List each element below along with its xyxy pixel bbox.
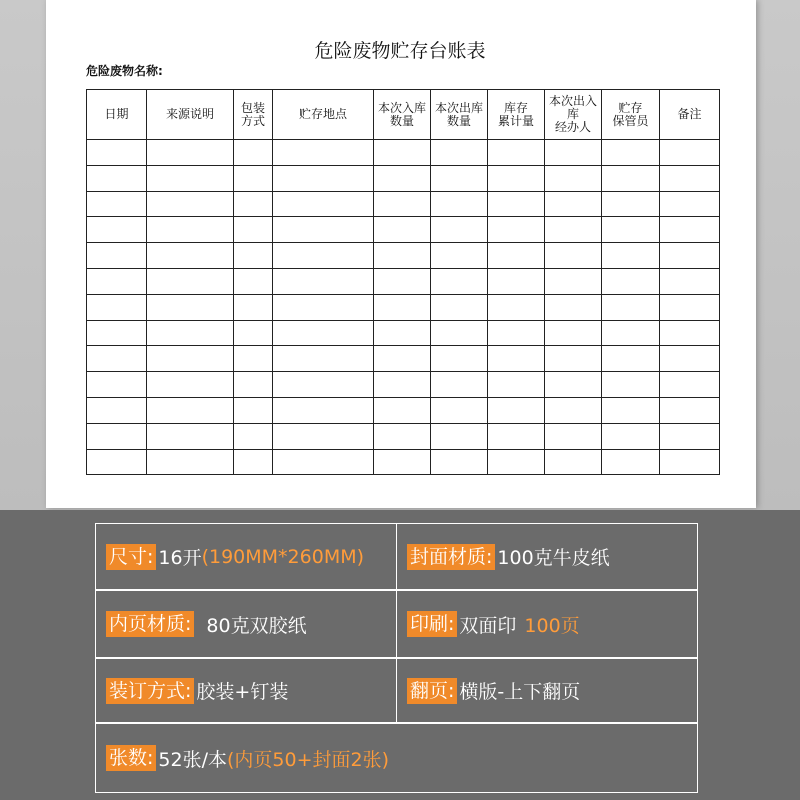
table-row	[87, 165, 720, 191]
table-cell	[602, 165, 660, 191]
table-cell	[374, 140, 431, 166]
table-cell	[545, 320, 602, 346]
table-cell	[87, 268, 147, 294]
table-cell	[87, 423, 147, 449]
table-cell	[602, 243, 660, 269]
table-cell	[602, 372, 660, 398]
spec-panel	[0, 510, 800, 800]
table-cell	[273, 268, 374, 294]
table-cell	[545, 140, 602, 166]
table-cell	[87, 217, 147, 243]
table-cell	[147, 243, 234, 269]
table-cell	[87, 191, 147, 217]
sheet-title: 危险废物贮存台账表	[314, 40, 486, 62]
table-row	[87, 372, 720, 398]
table-cell	[431, 243, 488, 269]
table-cell	[147, 372, 234, 398]
table-cell	[431, 320, 488, 346]
column-header-line: 库	[566, 107, 579, 121]
table-cell	[545, 294, 602, 320]
table-cell	[234, 449, 273, 475]
table-cell	[545, 165, 602, 191]
table-cell	[273, 449, 374, 475]
table-cell	[234, 243, 273, 269]
table-cell	[273, 423, 374, 449]
spec-size-label: 尺寸:	[106, 544, 156, 570]
spec-inner	[95, 590, 397, 658]
table-row	[87, 268, 720, 294]
table-cell	[602, 423, 660, 449]
table-body	[87, 140, 720, 475]
table-cell	[234, 346, 273, 372]
table-cell	[87, 397, 147, 423]
column-header-line: 本次出库	[434, 100, 483, 115]
spec-binding-value: 胶装+钉装	[196, 681, 289, 703]
table-cell	[87, 449, 147, 475]
waste-name-label: 危险废物名称:	[86, 64, 163, 78]
table-cell	[87, 320, 147, 346]
table-cell	[374, 165, 431, 191]
table-cell	[660, 140, 720, 166]
table-cell	[660, 217, 720, 243]
spec-inner-label: 内页材质:	[106, 611, 194, 637]
table-cell	[602, 191, 660, 217]
table-cell	[602, 397, 660, 423]
table-row	[87, 140, 720, 166]
spec-count-label: 张数:	[106, 745, 156, 771]
spec-size-value: 16开	[158, 547, 202, 569]
column-header	[234, 90, 273, 140]
table-cell	[147, 320, 234, 346]
ledger-table	[86, 89, 720, 475]
table-header-row	[87, 90, 720, 140]
table-cell	[660, 346, 720, 372]
table-cell	[273, 397, 374, 423]
table-cell	[147, 423, 234, 449]
table-cell	[234, 268, 273, 294]
spec-print	[396, 590, 698, 658]
table-row	[87, 449, 720, 475]
table-cell	[234, 191, 273, 217]
table-cell	[147, 165, 234, 191]
table-cell	[602, 217, 660, 243]
table-cell	[87, 346, 147, 372]
table-cell	[374, 268, 431, 294]
column-header	[431, 90, 488, 140]
table-cell	[488, 294, 545, 320]
spec-count-extra: (内页50+封面2张)	[227, 748, 390, 771]
table-cell	[660, 397, 720, 423]
table-cell	[660, 294, 720, 320]
table-cell	[273, 346, 374, 372]
table-row	[87, 346, 720, 372]
spec-flip	[396, 658, 698, 723]
table-cell	[545, 449, 602, 475]
table-cell	[374, 294, 431, 320]
spec-cover-label: 封面材质:	[407, 544, 495, 570]
table-cell	[545, 346, 602, 372]
table-cell	[488, 268, 545, 294]
table-cell	[660, 268, 720, 294]
table-cell	[660, 243, 720, 269]
column-header-line: 数量	[389, 113, 414, 128]
table-cell	[431, 449, 488, 475]
column-header	[602, 90, 660, 140]
table-cell	[431, 217, 488, 243]
table-cell	[273, 217, 374, 243]
table-cell	[87, 243, 147, 269]
table-cell	[234, 423, 273, 449]
table-cell	[273, 294, 374, 320]
table-cell	[273, 165, 374, 191]
spec-print-value: 双面印	[459, 614, 517, 637]
spec-print-extra: 100页	[524, 614, 580, 637]
table-cell	[273, 191, 374, 217]
column-header-line: 本次入库	[377, 100, 426, 115]
table-cell	[234, 320, 273, 346]
table-cell	[431, 372, 488, 398]
table-cell	[602, 294, 660, 320]
column-header-line: 贮存	[618, 100, 643, 115]
table-cell	[488, 346, 545, 372]
table-cell	[147, 140, 234, 166]
table-cell	[545, 372, 602, 398]
table-cell	[488, 423, 545, 449]
table-cell	[147, 294, 234, 320]
column-header-line: 来源说明	[165, 107, 214, 121]
table-cell	[431, 294, 488, 320]
table-cell	[147, 449, 234, 475]
spec-size-extra: (190MM*260MM)	[201, 545, 365, 568]
column-header-line: 累计量	[497, 113, 534, 128]
table-row	[87, 191, 720, 217]
column-header-line: 本次出入	[548, 94, 597, 108]
column-header	[374, 90, 431, 140]
table-cell	[273, 243, 374, 269]
table-cell	[87, 165, 147, 191]
table-cell	[488, 449, 545, 475]
column-header	[488, 90, 545, 140]
table-cell	[431, 346, 488, 372]
table-cell	[602, 268, 660, 294]
spec-count	[95, 723, 698, 793]
table-cell	[431, 191, 488, 217]
table-cell	[488, 397, 545, 423]
column-header	[545, 90, 602, 140]
table-cell	[431, 140, 488, 166]
table-cell	[602, 140, 660, 166]
table-row	[87, 397, 720, 423]
table-cell	[488, 217, 545, 243]
column-header	[87, 90, 147, 140]
table-cell	[431, 423, 488, 449]
table-cell	[234, 397, 273, 423]
table-cell	[147, 191, 234, 217]
table-cell	[488, 243, 545, 269]
table-cell	[234, 372, 273, 398]
spec-cover	[396, 523, 698, 590]
column-header-line: 数量	[446, 113, 471, 128]
column-header-line: 经办人	[554, 120, 591, 134]
spec-inner-value: 80克双胶纸	[206, 614, 307, 637]
table-cell	[431, 268, 488, 294]
table-cell	[431, 397, 488, 423]
table-cell	[234, 140, 273, 166]
table-cell	[545, 243, 602, 269]
table-cell	[234, 165, 273, 191]
table-cell	[234, 294, 273, 320]
table-cell	[545, 423, 602, 449]
table-cell	[545, 397, 602, 423]
table-cell	[374, 372, 431, 398]
table-row	[87, 423, 720, 449]
table-cell	[374, 397, 431, 423]
column-header	[147, 90, 234, 140]
table-cell	[87, 372, 147, 398]
table-cell	[374, 346, 431, 372]
column-header-line: 日期	[104, 107, 129, 121]
spec-binding-label: 装订方式:	[106, 678, 194, 704]
table-row	[87, 294, 720, 320]
table-cell	[374, 423, 431, 449]
table-cell	[602, 449, 660, 475]
table-cell	[488, 320, 545, 346]
table-cell	[374, 217, 431, 243]
column-header-line: 包装	[240, 100, 265, 115]
table-cell	[87, 294, 147, 320]
column-header-line: 贮存地点	[298, 107, 347, 121]
table-cell	[660, 320, 720, 346]
table-cell	[374, 243, 431, 269]
column-header-line: 保管员	[612, 113, 649, 128]
table-cell	[602, 346, 660, 372]
table-cell	[273, 140, 374, 166]
column-header-line: 库存	[503, 100, 528, 115]
table-cell	[602, 320, 660, 346]
spec-cover-value: 100克牛皮纸	[497, 547, 610, 569]
spec-flip-value: 横版-上下翻页	[459, 681, 581, 703]
table-cell	[488, 140, 545, 166]
table-row	[87, 217, 720, 243]
spec-print-label: 印刷:	[407, 611, 457, 637]
table-cell	[147, 397, 234, 423]
table-cell	[147, 217, 234, 243]
table-cell	[660, 449, 720, 475]
spec-flip-label: 翻页:	[407, 678, 457, 704]
table-cell	[374, 449, 431, 475]
spec-count-value: 52张/本	[158, 748, 227, 771]
table-cell	[147, 268, 234, 294]
table-cell	[660, 191, 720, 217]
column-header	[660, 90, 720, 140]
table-cell	[488, 372, 545, 398]
table-row	[87, 243, 720, 269]
table-cell	[273, 320, 374, 346]
table-cell	[87, 140, 147, 166]
table-cell	[545, 191, 602, 217]
column-header-line: 备注	[677, 107, 702, 121]
table-cell	[660, 372, 720, 398]
column-header-line: 方式	[240, 113, 265, 128]
table-cell	[660, 423, 720, 449]
table-cell	[431, 165, 488, 191]
table-cell	[273, 372, 374, 398]
table-cell	[374, 320, 431, 346]
table-cell	[488, 191, 545, 217]
table-cell	[660, 165, 720, 191]
table-cell	[545, 268, 602, 294]
column-header	[273, 90, 374, 140]
table-cell	[234, 217, 273, 243]
table-row	[87, 320, 720, 346]
table-cell	[488, 165, 545, 191]
spec-size	[95, 523, 397, 590]
table-cell	[545, 217, 602, 243]
table-cell	[147, 346, 234, 372]
spec-binding	[95, 658, 397, 723]
table-cell	[374, 191, 431, 217]
